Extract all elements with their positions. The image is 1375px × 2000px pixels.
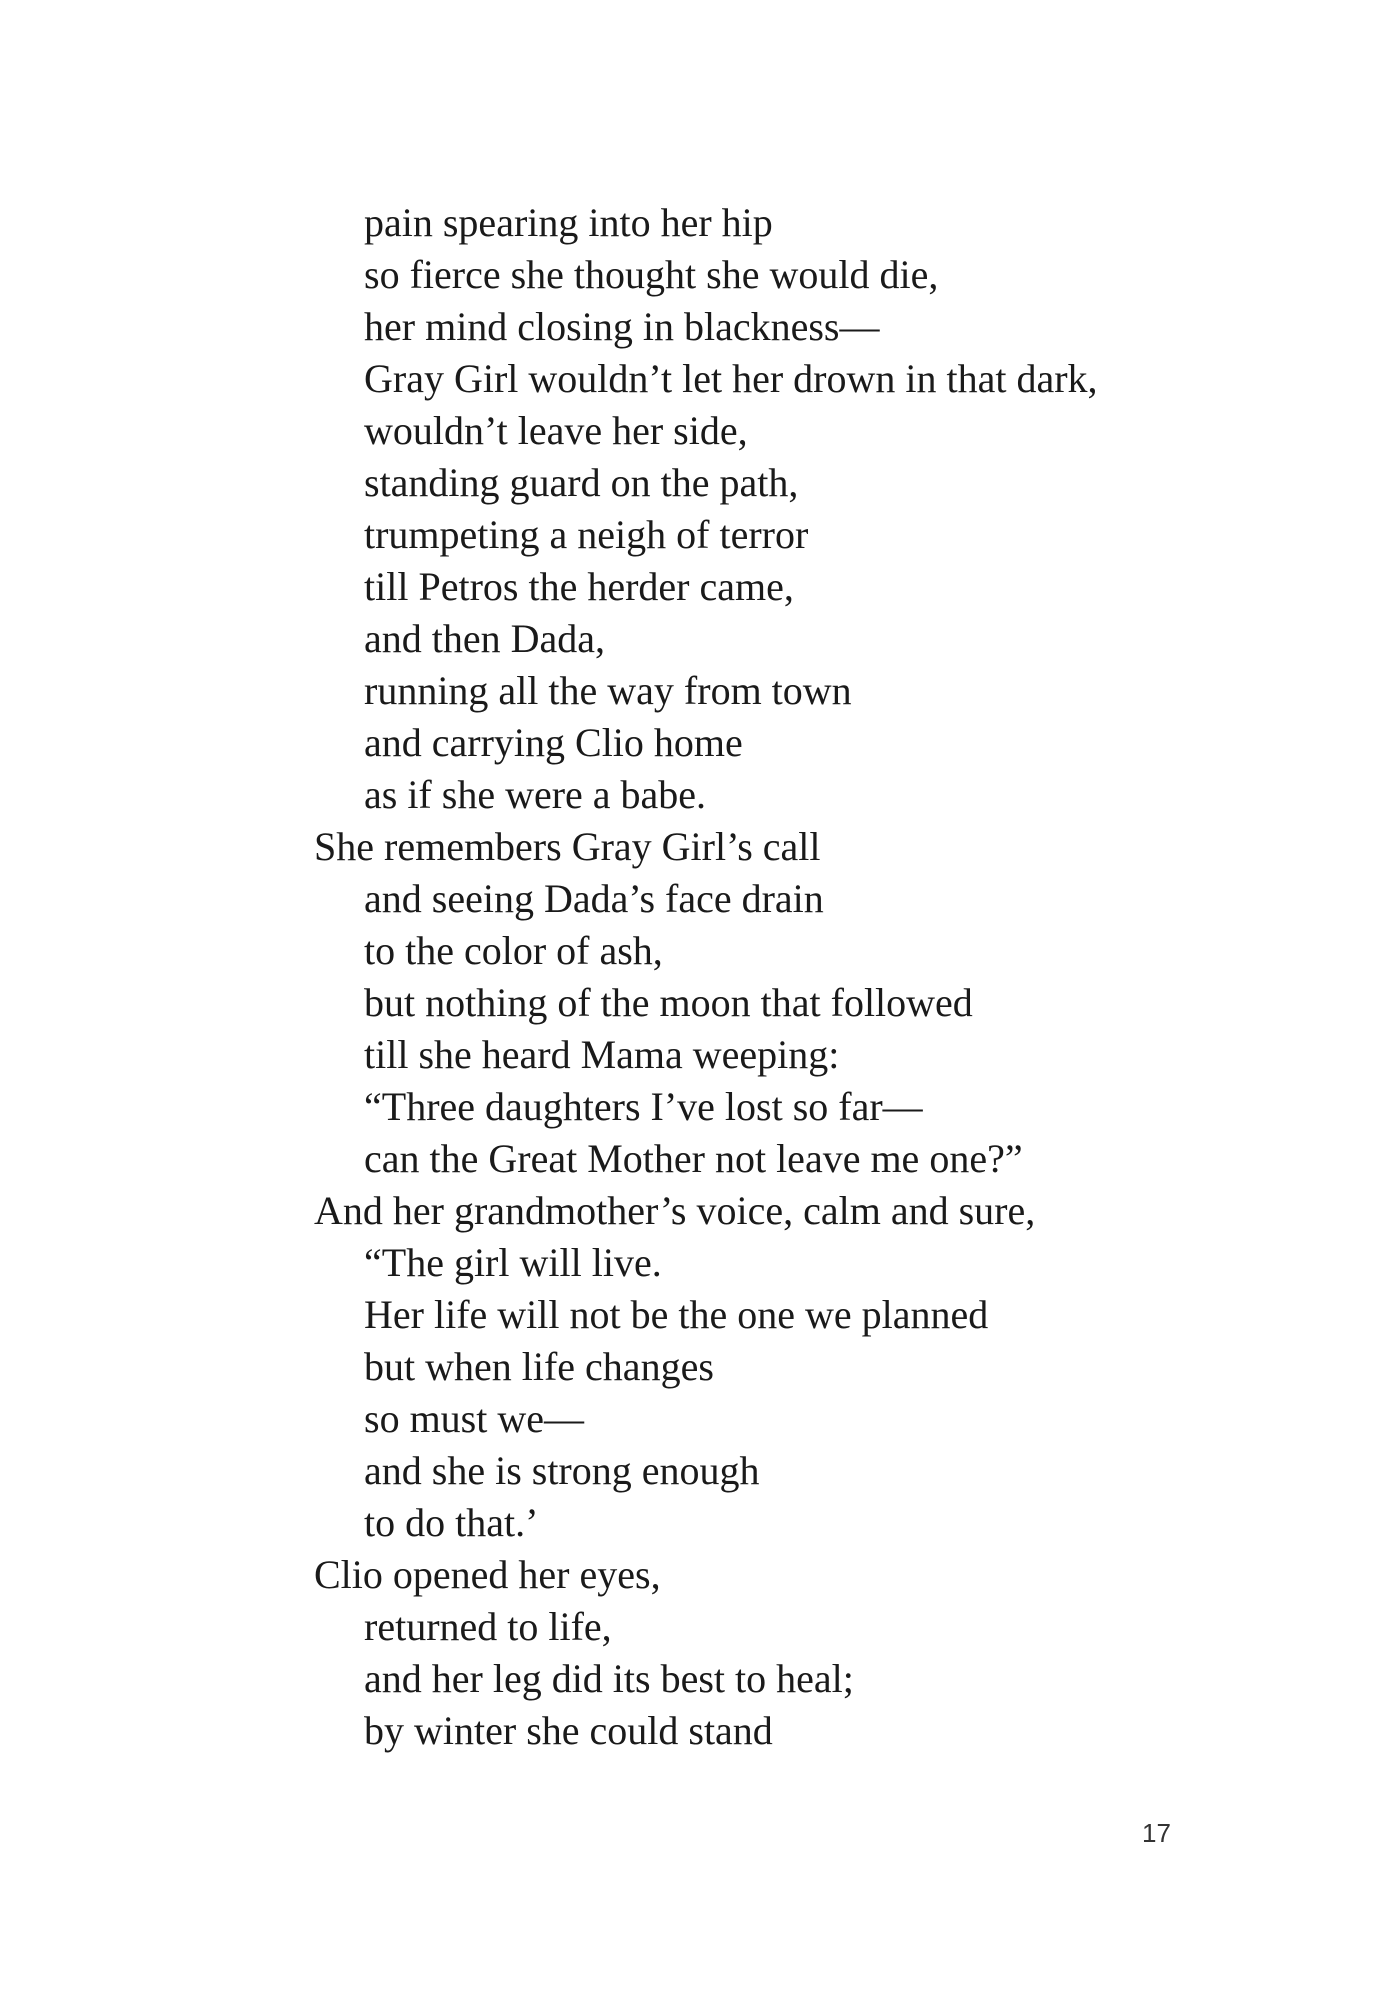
poem-line: as if she were a babe. — [364, 772, 707, 817]
poem-line: by winter she could stand — [364, 1708, 773, 1753]
poem-line: pain spearing into her hip — [364, 200, 773, 245]
poem-line: Clio opened her eyes, — [314, 1552, 661, 1597]
poem-line: Her life will not be the one we planned — [364, 1292, 989, 1337]
poem-line: returned to life, — [364, 1604, 612, 1649]
poem-line: can the Great Mother not leave me one?” — [364, 1136, 1023, 1181]
poem-line: so must we— — [364, 1396, 584, 1441]
poem-line: and seeing Dada’s face drain — [364, 876, 824, 921]
poem-line: and carrying Clio home — [364, 720, 743, 765]
poem-line: her mind closing in blackness— — [364, 304, 880, 349]
poem-line: to the color of ash, — [364, 928, 663, 973]
poem-text — [314, 197, 1274, 1757]
poem-line: to do that.’ — [364, 1500, 539, 1545]
poem-line: till she heard Mama weeping: — [364, 1032, 840, 1077]
poem-line: but when life changes — [364, 1344, 714, 1389]
page-number: 17 — [1142, 1818, 1171, 1848]
poem-line: so fierce she thought she would die, — [364, 252, 939, 297]
poem-line: trumpeting a neigh of terror — [364, 512, 809, 557]
poem-line: till Petros the herder came, — [364, 564, 794, 609]
poem-line: standing guard on the path, — [364, 460, 799, 505]
poem-line: and she is strong enough — [364, 1448, 760, 1493]
poem-line: and her leg did its best to heal; — [364, 1656, 854, 1701]
poem-line: And her grandmother’s voice, calm and sure, — [314, 1188, 1036, 1233]
poem-line: Gray Girl wouldn’t let her drown in that dark, — [364, 356, 1098, 401]
poem-line: wouldn’t leave her side, — [364, 408, 748, 453]
poem-line: “Three daughters I’ve lost so far— — [364, 1084, 923, 1129]
poem-line: but nothing of the moon that followed — [364, 980, 973, 1025]
poem-line: “The girl will live. — [364, 1240, 662, 1285]
poem-line: and then Dada, — [364, 616, 606, 661]
poem-line: running all the way from town — [364, 668, 852, 713]
poem-line: She remembers Gray Girl’s call — [314, 824, 821, 869]
